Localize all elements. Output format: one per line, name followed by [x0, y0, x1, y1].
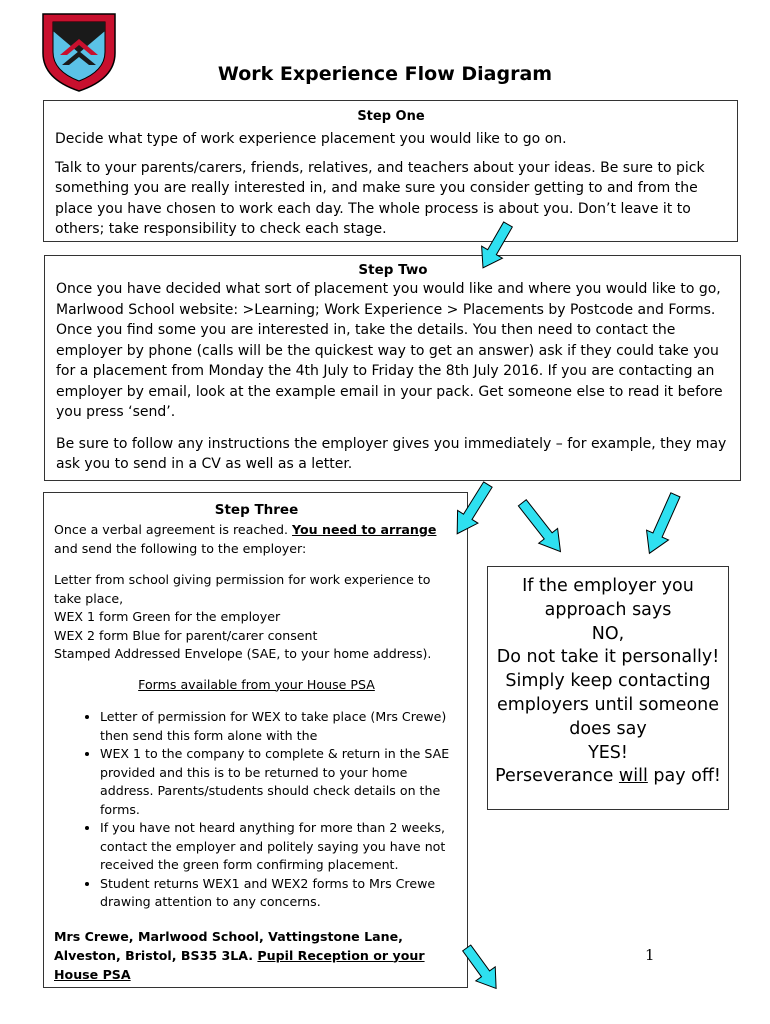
- page-number: 1: [645, 946, 655, 964]
- list-item: • Student returns WEX1 and WEX2 forms to Mrs Crewe drawing attention to any concerns.: [100, 875, 459, 912]
- school-address: [54, 927, 459, 984]
- page-title: Work Experience Flow Diagram: [217, 63, 553, 85]
- step-two-heading: Step Two: [358, 262, 428, 278]
- down-arrow-icon: [448, 478, 496, 542]
- list-item: • Letter of permission for WEX to take place (Mrs Crewe) then send this form alone with the: [100, 708, 459, 745]
- step-one-paragraph-1: Decide what type of work experience placement you would like to go on.: [55, 131, 567, 147]
- enclosure-line: Letter from school giving permission for work experience to take place,: [54, 572, 431, 606]
- forms-heading: Forms available from your House PSA: [138, 676, 375, 692]
- step-one-box: [43, 100, 738, 242]
- step-one-heading: Step One: [357, 109, 425, 124]
- advice-line-6: [494, 765, 722, 789]
- step-two-paragraph-1: Once you have decided what sort of placement you would like and where you would like to go, Marlwood School website: >Learning; Work Experience > Placements by Postcode and Forms. Once you find some you are interested in, take the details. You then need to contact the employer by phone (calls will be the quickest way to get an answer) ask if they could take you for a placement from Monday the 4th July to Friday the 8th July 2016. If you are contacting an employer by email, look at the example email in your pack. Get someone else to read it before you press ‘send’.: [56, 281, 723, 420]
- school-address-contact: Pupil Reception or your House PSA: [54, 947, 425, 982]
- down-arrow-icon: [512, 492, 572, 564]
- down-arrow-icon: [458, 940, 506, 998]
- step-three-intro-before: Once a verbal agreement is reached.: [54, 522, 293, 537]
- list-item: • If you have not heard anything for more than 2 weeks, contact the employer and politely saying you have not received the green form confirming placement.: [100, 819, 459, 875]
- forms-bullet-list: [54, 708, 459, 912]
- advice-line-1: If the employer you approach says: [522, 576, 694, 620]
- list-item: • WEX 1 to the company to complete & return in the SAE provided and this is to be returned to your home address. Parents/students should check details on the forms.: [100, 745, 459, 819]
- advice-box: [487, 566, 729, 810]
- enclosure-line: WEX 1 form Green for the employer: [54, 609, 281, 624]
- advice-line-4: Simply keep contacting employers until someone does say: [496, 671, 720, 739]
- enclosure-line: Stamped Addressed Envelope (SAE, to your home address).: [54, 646, 432, 661]
- down-arrow-icon: [470, 218, 520, 276]
- advice-line-2: NO,: [591, 623, 625, 644]
- step-one-paragraph-2: Talk to your parents/carers, friends, relatives, and teachers about your ideas. Be sure to pick something you are really interested in, and make sure you consider getting to and from the place you have chosen to work each day. The whole process is about you. Don’t leave it to others; take responsibility to check each stage.: [55, 159, 705, 237]
- advice-line-6-before: Perseverance: [495, 766, 619, 787]
- advice-line-5: YES!: [588, 742, 628, 763]
- step-three-box: [43, 492, 468, 988]
- step-two-box: [44, 255, 741, 481]
- enclosure-line: WEX 2 form Blue for parent/carer consent: [54, 627, 318, 643]
- advice-line-6-emphasis: will: [618, 766, 648, 787]
- school-address-main: Mrs Crewe, Marlwood School, Vattingstone Lane, Alveston, Bristol, BS35 3LA.: [54, 928, 403, 963]
- step-three-intro: [54, 521, 459, 558]
- step-three-intro-after: and send the following to the employer:: [54, 540, 307, 556]
- advice-line-3: Do not take it personally!: [496, 647, 720, 668]
- advice-line-6-after: pay off!: [647, 766, 721, 787]
- down-arrow-icon: [636, 488, 688, 562]
- step-three-heading: Step Three: [214, 502, 299, 518]
- step-three-intro-emphasis: You need to arrange: [292, 522, 437, 537]
- step-two-paragraph-2: Be sure to follow any instructions the employer gives you immediately – for example, they may ask you to send in a CV as well as a letter.: [56, 435, 727, 472]
